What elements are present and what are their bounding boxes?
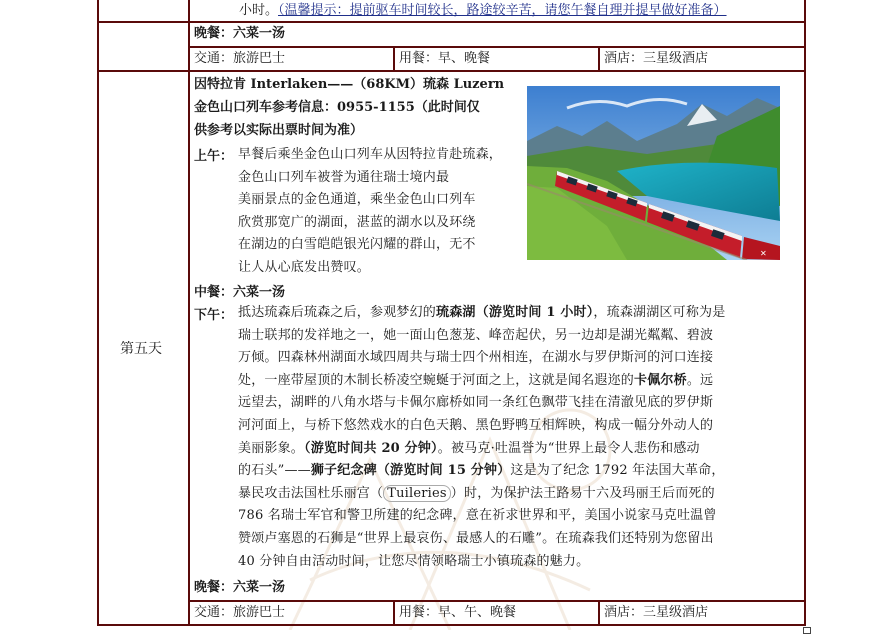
afternoon-line: 40 分钟自由活动时间，让您尽情领略瑞士小镇琉森的魅力。 — [238, 553, 590, 569]
day-label: 第五天 — [120, 341, 162, 357]
prev-day-dinner: 晚餐：六菜一汤 — [194, 26, 286, 41]
afternoon-line: 远望去，湖畔的八角水塔与卡佩尔廊桥如同一条红色飘带飞挂在清澈见底的罗伊斯 — [238, 395, 714, 411]
morning-line: 让人从心底发出赞叹。 — [238, 259, 371, 275]
prev-day-tail — [239, 0, 727, 21]
afternoon-text-run: 这是为了纪念 1792 年法国大革命， — [510, 463, 725, 479]
afternoon-line: 赞颂卢塞恩的石狮是“世界上最哀伤、最感人的石雕”。在琉森我们还特别为您留出 — [238, 530, 714, 546]
afternoon-line: 河河面上，与桥下悠然戏水的白色天鹅、黑色野鸭互相辉映，构成一幅分外动人的 — [238, 417, 714, 433]
afternoon-text-run: 处，一座带屋顶的木制长桥凌空蜿蜒于河面之上，这就是闻名遐迩的 — [238, 372, 635, 388]
svg-text:✕: ✕ — [760, 249, 767, 258]
morning-line: 美丽景点的金色通道，乘坐金色山口列车 — [238, 192, 476, 208]
afternoon-text-run: 的石头”—— — [238, 463, 311, 479]
afternoon-line — [238, 302, 725, 325]
afternoon-text-run: 。被马克·吐温誉为“世界上最令人悲伤和感动 — [437, 440, 700, 456]
afternoon-text — [238, 302, 725, 573]
prev-day-tail-text: 小时。 — [239, 3, 279, 18]
tuileries-term: Tuileries — [383, 485, 451, 502]
morning-line: 早餐后乘坐金色山口列车从因特拉肯赴琉森， — [238, 147, 503, 162]
afternoon-text-run: 。远 — [686, 372, 714, 388]
morning-label: 上午： — [194, 149, 234, 164]
lunch: 中餐：六菜一汤 — [194, 285, 286, 300]
chapel-bridge-highlight: 卡佩尔桥 — [634, 372, 687, 388]
afternoon-text-run: ，琉森湖湖区可称为是 — [593, 305, 726, 320]
afternoon-line: 瑞士联邦的发祥地之一，她一面山色葱茏、峰峦起伏，另一边却是湖光粼粼、碧波 — [238, 327, 714, 343]
meals: 用餐：早、午、晚餐 — [399, 605, 517, 620]
prev-day-meals: 用餐：早、晚餐 — [399, 51, 491, 66]
afternoon-label: 下午： — [194, 308, 234, 323]
afternoon-text-run: 抵达琉森后琉森之后，参观梦幻的 — [238, 305, 437, 320]
train-info-line1: 金色山口列车参考信息：0955-1155（此时间仅 — [194, 100, 480, 115]
lucerne-lake-highlight: 琉森湖（游览时间 1 小时） — [436, 305, 594, 320]
morning-line: 金色山口列车被誉为通往瑞士境内最 — [238, 169, 450, 185]
prev-day-hotel: 酒店：三星级酒店 — [604, 51, 709, 66]
afternoon-line — [238, 460, 725, 483]
table-resize-handle[interactable] — [803, 627, 811, 634]
morning-line: 欣赏那宽广的湖面，湛蓝的湖水以及环绕 — [238, 214, 476, 230]
afternoon-line: 万倾。四森林州湖面水域四周共与瑞士四个州相连，在湖水与罗伊斯河的河口连接 — [238, 350, 714, 366]
train-info-line2: 供参考以实际出票时间为准） — [194, 123, 364, 138]
afternoon-line: 786 名瑞士军官和警卫所建的纪念碑，意在祈求世界和平，美国小说家马克吐温曾 — [238, 508, 717, 524]
visit-time-highlight: （游览时间共 20 分钟） — [304, 440, 438, 456]
afternoon-line — [238, 483, 725, 506]
afternoon-text-run: 美丽影象。 — [238, 440, 305, 456]
train-lake-photo — [527, 86, 780, 260]
travel-tip: （温馨提示：提前驱车时间较长，路途较辛苦，请您午餐自理并提早做好准备） — [278, 3, 727, 18]
dinner: 晚餐：六菜一汤 — [194, 580, 286, 595]
hotel: 酒店：三星级酒店 — [604, 605, 709, 620]
prev-day-transport: 交通：旅游巴士 — [194, 51, 286, 66]
afternoon-text-run: 暴民攻击法国杜乐丽宫（ — [238, 485, 384, 501]
afternoon-line — [238, 438, 725, 461]
afternoon-line — [238, 370, 725, 393]
morning-line: 在湖边的白雪皑皑银光闪耀的群山，无不 — [238, 237, 476, 253]
route-title: 因特拉肯 Interlaken——（68KM）琉森 Luzern — [194, 77, 505, 92]
afternoon-text-run: ）时，为保护法王路易十六及玛丽王后而死的 — [450, 485, 715, 501]
lion-monument-highlight: 狮子纪念碑（游览时间 15 分钟） — [310, 463, 511, 479]
morning-text — [238, 144, 502, 280]
transport: 交通：旅游巴士 — [194, 605, 286, 620]
